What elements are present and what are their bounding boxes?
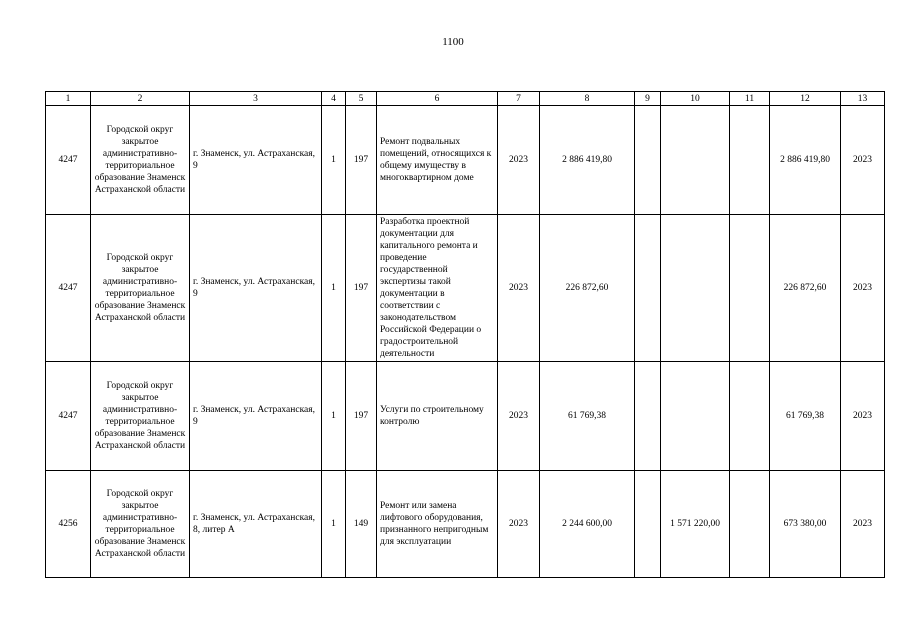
cell-year: 2023: [498, 215, 540, 362]
cell-col10: [661, 106, 730, 215]
column-header: 11: [730, 92, 770, 106]
cell-id: 4256: [46, 471, 91, 578]
column-header: 8: [540, 92, 635, 106]
cell-work-type: Услуги по строительному контролю: [377, 362, 498, 471]
table-row: [46, 106, 885, 215]
column-header: 6: [377, 92, 498, 106]
cell-work-type: Ремонт подвальных помещений, относящихся к общему имуществу в многоквартирном доме: [377, 106, 498, 215]
table-row: [46, 362, 885, 471]
cell-col9: [635, 471, 661, 578]
cell-col10: [661, 215, 730, 362]
column-header: 3: [190, 92, 322, 106]
table-row: [46, 215, 885, 362]
cell-col5: 197: [346, 106, 377, 215]
cell-year: 2023: [498, 471, 540, 578]
cell-col12: 2 886 419,80: [770, 106, 841, 215]
cell-col10: [661, 362, 730, 471]
column-header: 13: [841, 92, 885, 106]
cell-total-cost: 2 244 600,00: [540, 471, 635, 578]
column-header: 5: [346, 92, 377, 106]
cell-address: г. Знаменск, ул. Астраханская, 9: [190, 215, 322, 362]
column-header: 4: [322, 92, 346, 106]
page-number: 1100: [442, 36, 464, 48]
cell-address: г. Знаменск, ул. Астраханская, 9: [190, 362, 322, 471]
cell-col11: [730, 215, 770, 362]
cell-col4: 1: [322, 362, 346, 471]
cell-col5: 149: [346, 471, 377, 578]
cell-municipality: Городской округ закрытое административно-территориальное образование Знаменск Астраханской области: [91, 106, 190, 215]
cell-col5: 197: [346, 215, 377, 362]
column-header: 2: [91, 92, 190, 106]
cell-col9: [635, 215, 661, 362]
cell-col9: [635, 362, 661, 471]
cell-municipality: Городской округ закрытое административно-территориальное образование Знаменск Астраханской области: [91, 362, 190, 471]
cell-address: г. Знаменск, ул. Астраханская, 8, литер А: [190, 471, 322, 578]
cell-col4: 1: [322, 106, 346, 215]
cell-work-type: Разработка проектной документации для капитального ремонта и проведение государственной экспертизы такой документации в соответствии с законодательством Российской Федерации о градостроительной деятельности: [377, 215, 498, 362]
document-table: [45, 91, 885, 578]
cell-col11: [730, 106, 770, 215]
cell-total-cost: 226 872,60: [540, 215, 635, 362]
cell-col12: 226 872,60: [770, 215, 841, 362]
column-header: 9: [635, 92, 661, 106]
column-header: 7: [498, 92, 540, 106]
cell-year-end: 2023: [841, 215, 885, 362]
cell-id: 4247: [46, 106, 91, 215]
column-header: 1: [46, 92, 91, 106]
table-header-row: [46, 92, 885, 106]
cell-id: 4247: [46, 362, 91, 471]
cell-year-end: 2023: [841, 471, 885, 578]
cell-id: 4247: [46, 215, 91, 362]
cell-total-cost: 2 886 419,80: [540, 106, 635, 215]
cell-col12: 61 769,38: [770, 362, 841, 471]
cell-col9: [635, 106, 661, 215]
cell-col11: [730, 362, 770, 471]
cell-year: 2023: [498, 362, 540, 471]
cell-col11: [730, 471, 770, 578]
column-header: 10: [661, 92, 730, 106]
cell-col4: 1: [322, 215, 346, 362]
cell-year-end: 2023: [841, 106, 885, 215]
column-header: 12: [770, 92, 841, 106]
cell-municipality: Городской округ закрытое административно-территориальное образование Знаменск Астраханской области: [91, 471, 190, 578]
cell-municipality: Городской округ закрытое административно-территориальное образование Знаменск Астраханской области: [91, 215, 190, 362]
cell-col5: 197: [346, 362, 377, 471]
cell-address: г. Знаменск, ул. Астраханская, 9: [190, 106, 322, 215]
cell-year: 2023: [498, 106, 540, 215]
cell-col4: 1: [322, 471, 346, 578]
cell-year-end: 2023: [841, 362, 885, 471]
table-row: [46, 471, 885, 578]
cell-col12: 673 380,00: [770, 471, 841, 578]
cell-col10: 1 571 220,00: [661, 471, 730, 578]
cell-work-type: Ремонт или замена лифтового оборудования, признанного непригодным для эксплуатации: [377, 471, 498, 578]
cell-total-cost: 61 769,38: [540, 362, 635, 471]
